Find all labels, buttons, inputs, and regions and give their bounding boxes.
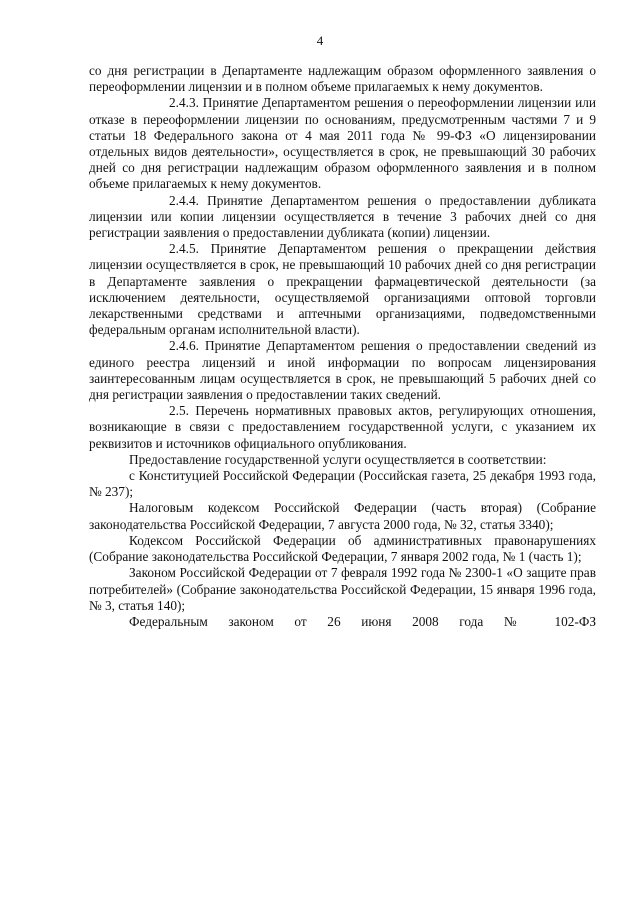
- paragraph-2-4-4: [89, 193, 596, 242]
- paragraph-text: Принятие Департаментом решения о прекращении действия лицензии осуществляется в срок, не превышающий 10 рабочих дней со дня регистрации в Департаменте заявления о прекращении фармацевтической деятельности (за исключением деятельности, осуществляемой организациями оптовой торговли лекарственными средствами и аптечными организациями, подведомственными федеральным органам исполнительной власти).: [89, 241, 596, 338]
- paragraph-text: Предоставление государственной услуги осуществляется в соответствии:: [129, 451, 547, 467]
- paragraph-text: Принятие Департаментом решения о предоставлении дубликата лицензии или копии лицензии осуществляется в течение 3 рабочих дней со дня регистрации заявления о предоставлении дубликата (копии) лицензии.: [89, 192, 596, 241]
- paragraph-text: с Конституцией Российской Федерации (Российская газета, 25 декабря 1993 года, № 237);: [89, 468, 596, 500]
- paragraph-text: Принятие Департаментом решения о переоформлении лицензии или отказе в переоформлении лицензии по основаниям, предусмотренным частями 7 и 9 статьи 18 Федерального закона от 4 мая 2011 года № 99-ФЗ «О лицензировании отдельных видов деятельности», осуществляется в срок, не превышающий 30 рабочих дней со дня регистрации надлежащим образом оформленного заявления и в полном объеме прилагаемых к нему документов.: [89, 95, 596, 192]
- paragraph-2-4-6: [89, 338, 596, 403]
- paragraph-provision-basis: [89, 452, 596, 468]
- paragraph-2-4-3: [89, 95, 596, 192]
- clause-number: 2.4.4.: [169, 192, 199, 208]
- paragraph-text: со дня регистрации в Департаменте надлежащим образом оформленного заявления о переоформлении лицензии и в полном объеме прилагаемых к нему документов.: [89, 63, 596, 95]
- paragraph-continuation: [89, 63, 596, 95]
- legal-act-constitution: [89, 468, 596, 500]
- clause-number: 2.4.6.: [169, 338, 199, 354]
- legal-act-tax-code: [89, 500, 596, 532]
- paragraph-text: Перечень нормативных правовых актов, регулирующих отношения, возникающие в связи с предоставлением государственной услуги, с указанием их реквизитов и источников официального опубликования.: [89, 403, 596, 451]
- clause-number: 2.4.3.: [169, 95, 199, 111]
- legal-act-federal-law-102: [89, 614, 596, 630]
- paragraph-text: Кодексом Российской Федерации об административных правонарушениях (Собрание законодательства Российской Федерации, 7 января 2002 года, № 1 (часть 1);: [89, 532, 596, 565]
- page-number: 4: [316, 33, 324, 48]
- paragraph-text: Принятие Департаментом решения о предоставлении сведений из единого реестра лицензий и иной информации по вопросам лицензирования заинтересованным лицам осуществляется в срок, не превышающий 5 рабочих дней со дня регистрации заявления о предоставлении таких сведений.: [89, 338, 597, 403]
- paragraph-text: Федеральным законом от 26 июня 2008 года № 102-ФЗ: [129, 613, 596, 629]
- document-body: [89, 63, 596, 630]
- paragraph-2-5: [89, 403, 596, 452]
- legal-act-consumer-protection-law: [89, 565, 596, 614]
- legal-act-administrative-code: [89, 533, 596, 565]
- paragraph-2-4-5: [89, 241, 596, 338]
- paragraph-text: Налоговым кодексом Российской Федерации (часть вторая) (Собрание законодательства Российской Федерации, 7 августа 2000 года, № 32, статья 3340);: [89, 500, 596, 532]
- clause-number: 2.4.5.: [169, 241, 199, 257]
- clause-number: 2.5.: [169, 403, 189, 419]
- paragraph-text: Законом Российской Федерации от 7 февраля 1992 года № 2300-1 «О защите прав потребителей» (Собрание законодательства Российской Федерации, 15 января 1996 года, № 3, статья 140);: [89, 565, 596, 613]
